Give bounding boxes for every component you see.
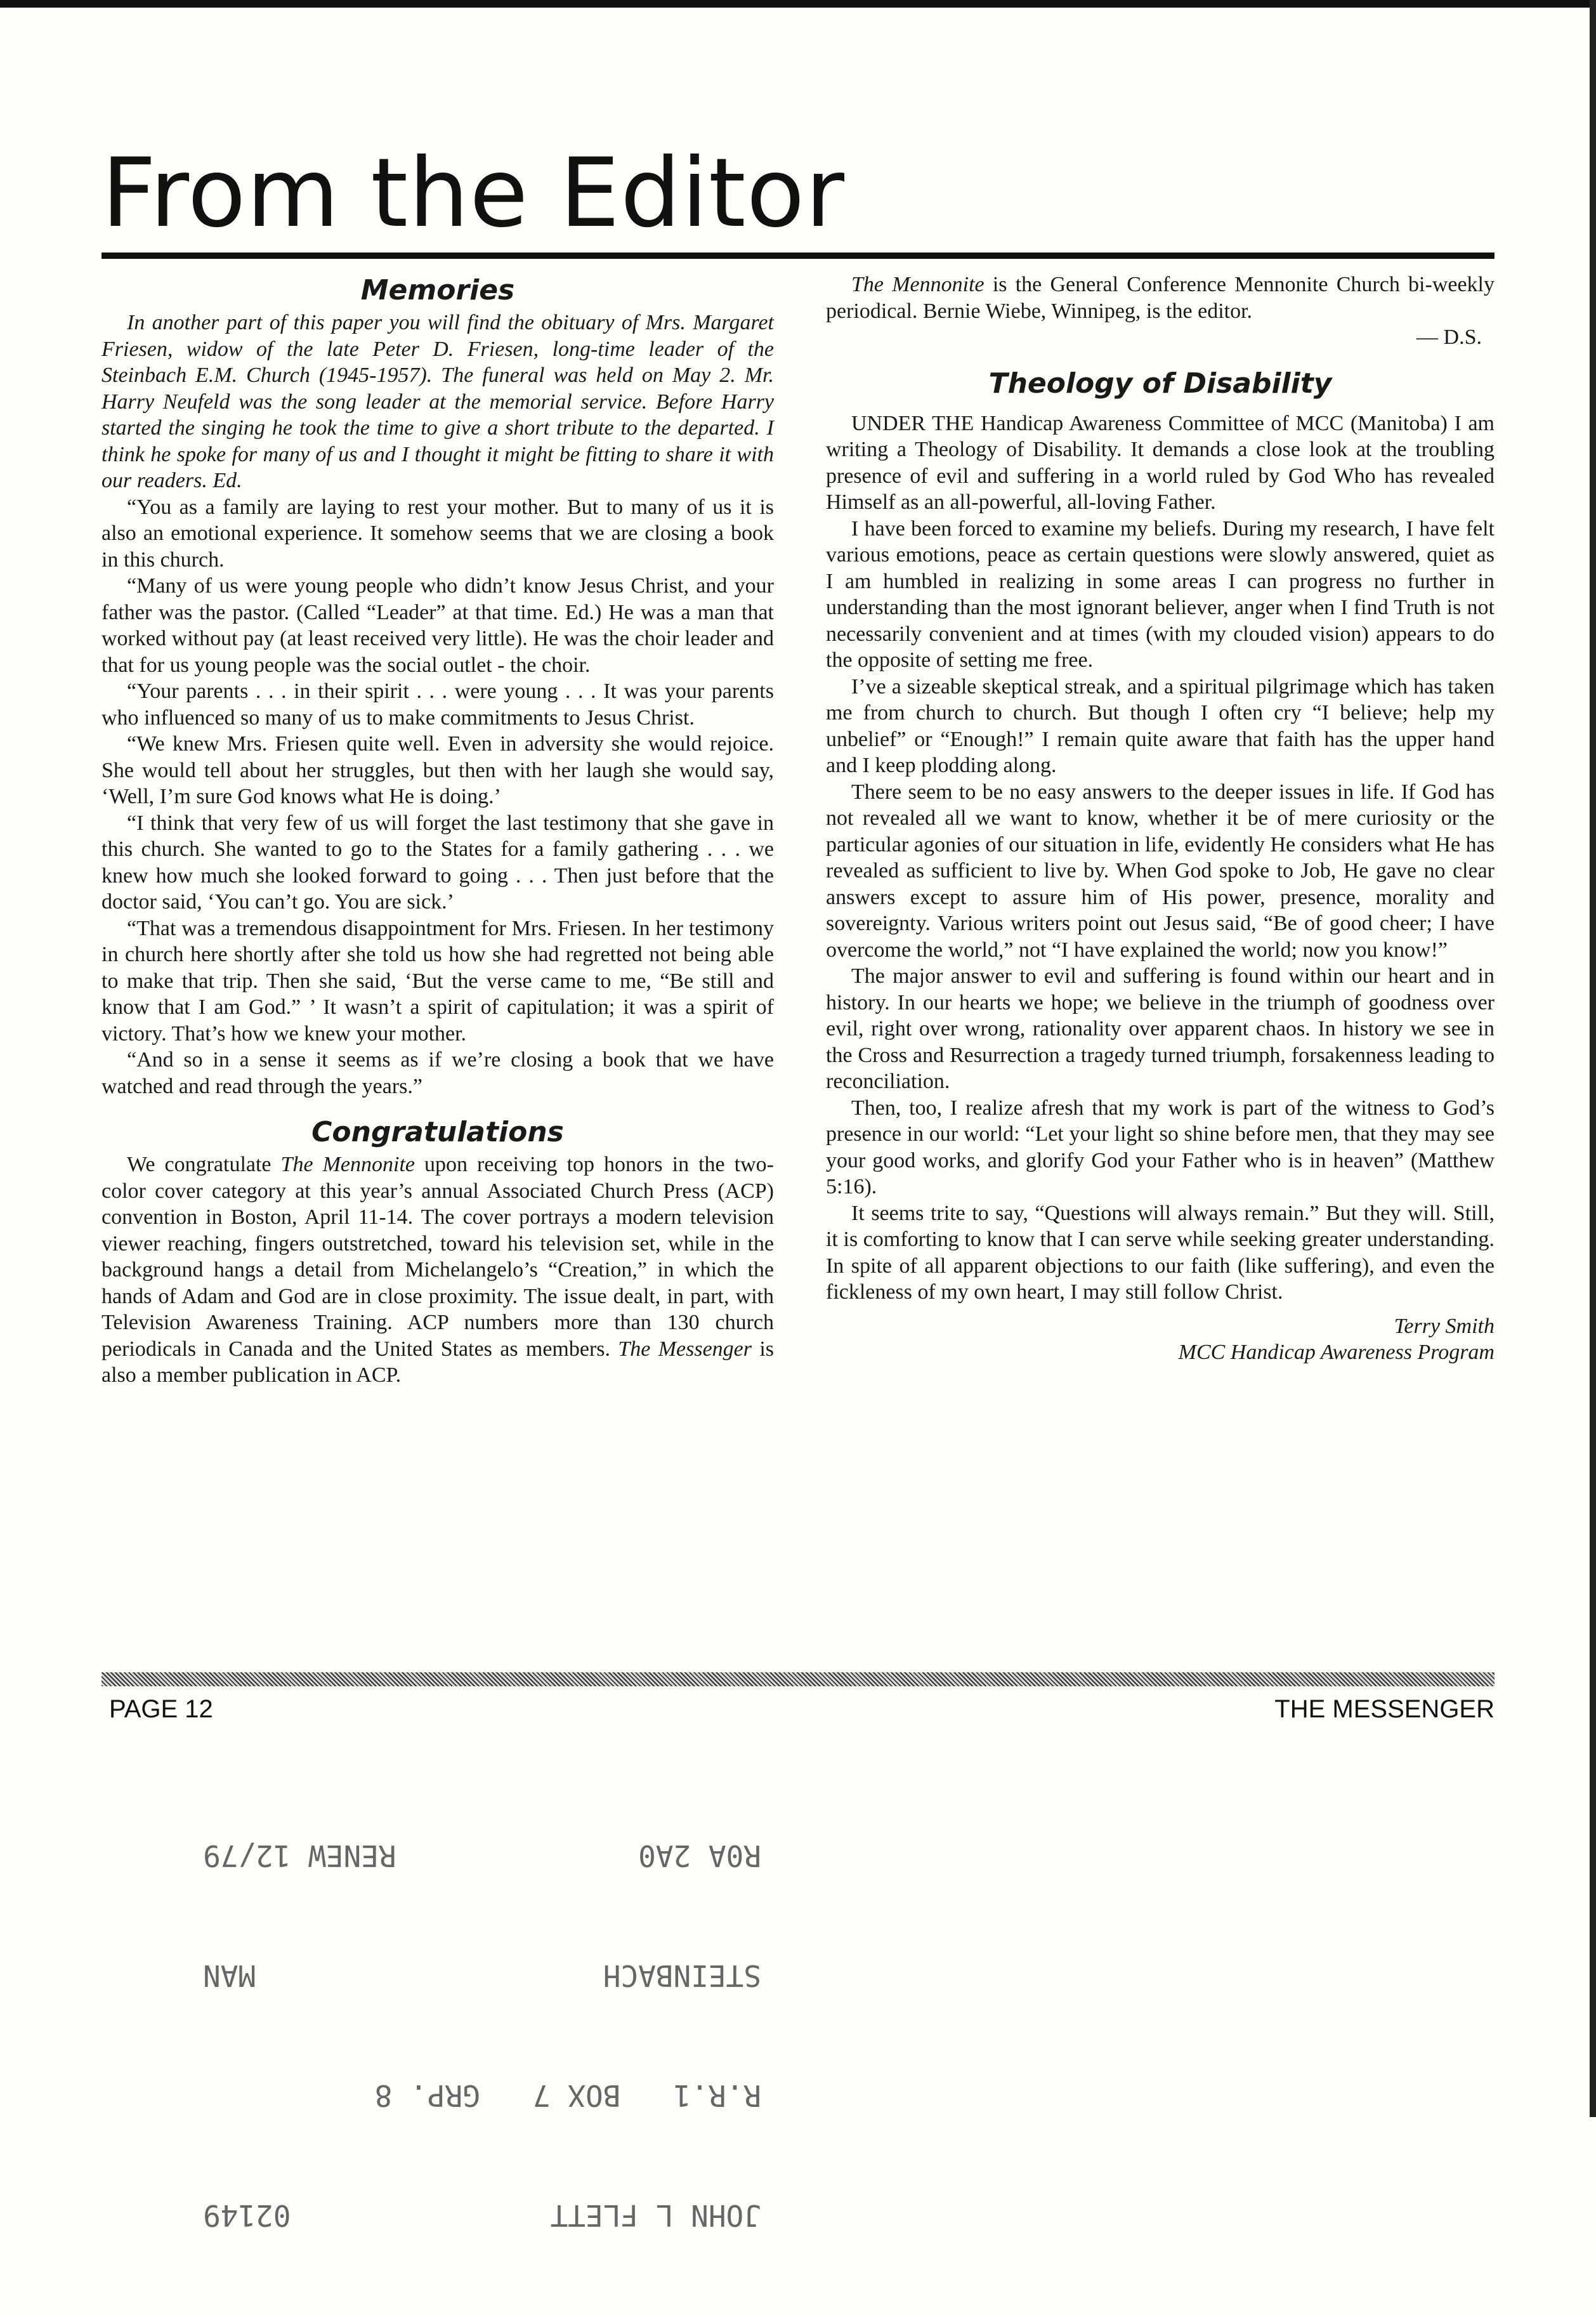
theology-paragraph: It seems trite to say, “Questions will always remain.” But they will. Still, it is comforting to know that I can serve while seeking greater understanding. In spite of all apparent objections to our faith (like suffering), and even the fickleness of my own heart, I may still follow Christ. [826, 1201, 1495, 1304]
theology-paragraph: The major answer to evil and suffering is found within our heart and in history. In our hearts we hope; we believe in the triumph of goodness over evil, right over wrong, rationality over apparent chaos. In history we see in the Cross and Resurrection a tragedy turned triumph, forsakenness leading to reconciliation. [826, 964, 1495, 1093]
right-column [826, 272, 1495, 1366]
congrats-text: upon receiving top honors in the two-color cover category at this year’s annual Associated Church Press (ACP) convention in Boston, April 11-14. The cover portrays a modern television viewer reaching, fingers outstretched, toward his television set, while in the background hangs a detail from Michelangelo’s “Creation,” in which the hands of Adam and God are in close proximity. The issue dealt, in part, with Television Awareness Training. ACP numbers more than 130 church periodicals in Canada and the United States as members. [101, 1153, 774, 1361]
label-name: JOHN L FLETT [550, 2198, 761, 2233]
author-name: Terry Smith [1394, 1314, 1495, 1338]
label-town: STEINBACH [603, 1958, 761, 1993]
memories-paragraph: “You as a family are laying to rest your mother. But to many of us it is also an emotional experience. It somehow seems that we are closing a book in this church. [101, 495, 774, 572]
memories-paragraph: “That was a tremendous disappointment for Mrs. Friesen. In her testimony in church here shortly after she told us how she had regretted not being able to make that trip. Then she said, ‘But the verse came to me, “Be still and know that I am God.” ’ It wasn’t a spirit of capitulation; it was a spirit of victory. That’s how we knew your mother. [101, 916, 774, 1046]
scan-edge-top [0, 0, 1596, 8]
label-line [203, 1835, 761, 1875]
theology-paragraph: There seem to be no easy answers to the deeper issues in life. If God has not revealed all we want to know, whether it be of mere curiosity or the particular agonies of our situation in life, evidently He considers what He has revealed as sufficient to live by. When God spoke to Job, He gave no clear answers except to assure him of His power, presence, morality and sovereignty. Various writers point out Jesus said, “Be of good cheer; I have overcome the world,” not “I have explained the world; now you know!” [826, 780, 1495, 962]
memories-paragraph: “Many of us were young people who didn’t know Jesus Christ, and your father was the pastor. (Called “Leader” at that time. Ed.) He was a man that worked without pay (at least received very little). He was the choir leader and that for us young people was the social outlet - the choir. [101, 574, 774, 677]
congrats-text: We congratulate [127, 1153, 281, 1176]
label-route: R.R.1 BOX 7 GRP. 8 [374, 2078, 761, 2113]
scan-edge-right [1590, 0, 1596, 2117]
author-program: MCC Handicap Awareness Program [1178, 1341, 1495, 1364]
congratulations-paragraph [101, 1151, 774, 1389]
label-renew: RENEW 12/79 [203, 1839, 396, 1873]
theology-paragraph: I’ve a sizeable skeptical streak, and a spiritual pilgrimage which has taken me from church to church. But though I often cry “I believe; help my unbelief” or “Enough!” I remain quite aware that faith has the upper hand and I keep plodding along. [826, 674, 1495, 777]
left-column [101, 272, 774, 1389]
memories-paragraph: “Your parents . . . in their spirit . . . were young . . . It was your parents who influenced so many of us to make commitments to Jesus Christ. [101, 679, 774, 730]
theology-paragraph: UNDER THE Handicap Awareness Committee of MCC (Manitoba) I am writing a Theology of Disability. It demands a close look at the troubling presence of evil and suffering in a world ruled by God Who has revealed Himself as an all-powerful, all-loving Father. [826, 411, 1495, 514]
theology-paragraph: Then, too, I realize afresh that my work is part of the witness to God’s presence in our world: “Let your light so shine before men, that they may see your good works, and glorify God your Father who is in heaven” (Matthew 5:16). [826, 1096, 1495, 1198]
label-province: MAN [203, 1958, 256, 1993]
footer-stripe [101, 1672, 1495, 1686]
memories-intro: In another part of this paper you will find the obituary of Mrs. Margaret Friesen, widow of the late Peter D. Friesen, long-time leader of the Steinbach E.M. Church (1945-1957). The funeral was held on May 2. Mr. Harry Neufeld was the song leader at the memorial service. Before Harry started the singing he took the time to give a short tribute to the departed. I think he spoke for many of us and I thought it might be fitting to share it with our readers. Ed. [101, 311, 774, 492]
memories-body [101, 494, 774, 1100]
page-title: From the Editor [101, 138, 846, 249]
label-line [203, 1955, 761, 1995]
mailing-label [190, 1795, 761, 2315]
memories-paragraph: “And so in a sense it seems as if we’re closing a book that we have watched and read through the years.” [101, 1048, 774, 1098]
continued-italic: The Mennonite [851, 273, 984, 296]
congratulations-heading: Congratulations [311, 1116, 564, 1148]
publication-name: THE MESSENGER [1274, 1695, 1495, 1723]
label-line [203, 2075, 761, 2115]
congrats-italic-messenger: The Messenger [618, 1337, 752, 1361]
label-code: 02149 [203, 2198, 291, 2233]
memories-paragraph: “We knew Mrs. Friesen quite well. Even in adversity she would rejoice. She would tell about her struggles, but then with her laugh she would say, ‘Well, I’m sure God knows what He is doing.’ [101, 732, 774, 808]
theology-body [826, 410, 1495, 1306]
page-number: PAGE 12 [109, 1695, 213, 1723]
memories-heading: Memories [360, 274, 515, 306]
ds-signature: — D.S. [1416, 325, 1482, 349]
theology-heading: Theology of Disability [988, 367, 1332, 400]
continued-paragraph [826, 272, 1495, 324]
memories-paragraph: “I think that very few of us will forget the last testimony that she gave in this church. She wanted to go to the States for a family gathering . . . we knew how much she looked forward to going . . . Then just before that the doctor said, ‘You can’t go. You are sick.’ [101, 811, 774, 914]
label-line [203, 2195, 761, 2235]
title-rule [101, 252, 1495, 259]
congrats-italic-mennonite: The Mennonite [280, 1153, 415, 1176]
continued-text: is the General Conference Mennonite Church bi-weekly periodical. Bernie Wiebe, Winnipeg, is the editor. [826, 273, 1495, 323]
congrats-text: is also a member publication in ACP. [101, 1337, 774, 1387]
theology-paragraph: I have been forced to examine my beliefs. During my research, I have felt various emotions, peace as certain questions were slowly answered, quiet as I am humbled in realizing in some areas I can progress no further in understanding than the most ignorant believer, anger when I find Truth is not necessarily convenient and at times (with my clouded vision) appears to do the opposite of setting me free. [826, 516, 1495, 672]
label-postal: R0A 2A0 [638, 1839, 761, 1873]
